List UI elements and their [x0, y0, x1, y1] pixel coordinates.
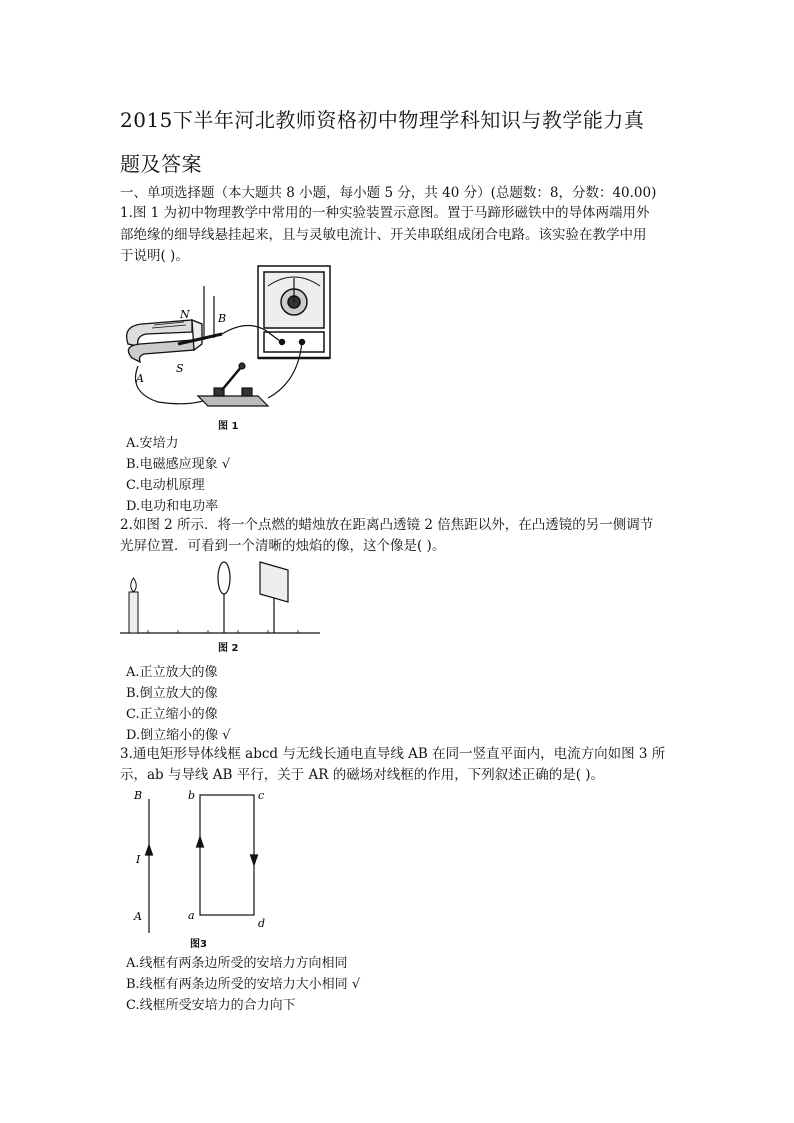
- fig3-label-b: b: [188, 789, 196, 802]
- figure-2-optics-bench: [118, 558, 322, 638]
- q3-option-c: C.线框所受安培力的合力向下: [126, 998, 296, 1013]
- q3-option-b: B.线框有两条边所受的安培力大小相同 √: [126, 977, 361, 992]
- fig3-label-a-upper: A: [134, 910, 142, 923]
- knife-switch: [198, 363, 268, 406]
- fig3-label-b-upper: B: [134, 789, 143, 802]
- q1-text-line3: 于说明( )。: [120, 248, 189, 264]
- section-header: 一、单项选择题（本大题共 8 小题，每小题 5 分，共 40 分）(总题数：8，分数：40.00): [120, 185, 657, 201]
- q2-option-a: A.正立放大的像: [126, 665, 218, 680]
- q3-option-a: A.线框有两条边所受的安培力方向相同: [126, 956, 348, 971]
- fig3-label-current: I: [136, 853, 141, 866]
- rectangular-loop-abcd: [197, 795, 258, 915]
- figure-1-apparatus: [118, 262, 338, 412]
- fig3-label-a: a: [188, 909, 195, 922]
- fig1-label-a: A: [136, 372, 144, 385]
- galvanometer: [258, 266, 330, 358]
- q2-text-line1: 2.如图 2 所示．将一个点燃的蜡烛放在距离凸透镜 2 倍焦距以外，在凸透镜的另一侧调节: [120, 517, 654, 533]
- fig1-label-n: N: [180, 308, 190, 321]
- q2-option-d: D.倒立缩小的像 √: [126, 728, 231, 743]
- q3-text-line2: 示，ab 与导线 AB 平行，关于 AR 的磁场对线框的作用，下列叙述正确的是( )。: [120, 767, 605, 783]
- q1-option-b: B.电磁感应现象 √: [126, 457, 231, 472]
- figure-3-wire-and-loop: [128, 785, 278, 935]
- light-screen: [260, 562, 288, 633]
- candle: [129, 578, 138, 633]
- figure-2-caption: 图 2: [218, 643, 239, 654]
- figure-1-caption: 图 1: [218, 421, 239, 432]
- q1-text-line2: 部绝缘的细导线悬挂起来，且与灵敏电流计、开关串联组成闭合电路。该实验在教学中用: [120, 227, 647, 243]
- q2-option-c: C.正立缩小的像: [126, 707, 218, 722]
- convex-lens: [218, 562, 230, 633]
- straight-wire-ab: [146, 799, 153, 933]
- fig1-label-s: S: [176, 362, 184, 375]
- q1-option-d: D.电功和电功率: [126, 499, 219, 514]
- q2-text-line2: 光屏位置．可看到一个清晰的烛焰的像，这个像是( )。: [120, 538, 446, 554]
- fig1-label-b: B: [218, 312, 227, 325]
- fig3-label-d: d: [258, 917, 266, 930]
- q2-option-b: B.倒立放大的像: [126, 686, 218, 701]
- q1-option-c: C.电动机原理: [126, 478, 205, 493]
- q3-text-line1: 3.通电矩形导体线框 abcd 与无线长通电直导线 AB 在同一竖直平面内，电流方向如图 3 所: [120, 746, 666, 762]
- fig3-label-c: c: [258, 789, 265, 802]
- doc-title-line2: 题及答案: [120, 152, 202, 176]
- figure-3-caption: 图3: [190, 939, 207, 950]
- doc-title-line1: 2015下半年河北教师资格初中物理学科知识与教学能力真: [120, 108, 645, 132]
- q1-text-line1: 1.图 1 为初中物理教学中常用的一种实验装置示意图。置于马蹄形磁铁中的导体两端用外: [120, 205, 650, 221]
- q1-option-a: A.安培力: [126, 436, 179, 451]
